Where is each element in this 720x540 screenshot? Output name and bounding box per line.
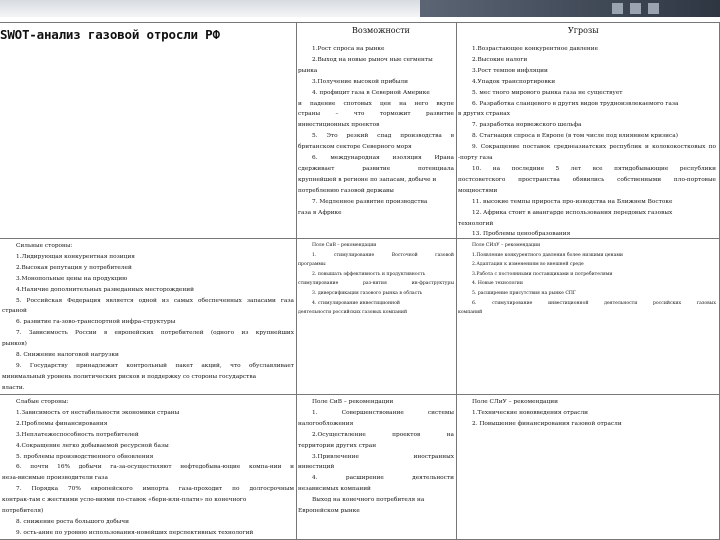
page-title: SWOT-анализ газовой отросли РФ bbox=[0, 27, 220, 42]
so-line: 1. стимулирование Восточной газовой bbox=[312, 252, 454, 258]
wt-line: Поле СЛиУ – рекомендации bbox=[472, 399, 558, 405]
weaknesses-line: 1.Зависимость от нестабильности экономики страны bbox=[16, 409, 180, 416]
opportunities-line: британском секторе Северного моря bbox=[298, 144, 412, 151]
threats-line: 11. высокие темпы прироста про-изводства на Ближнем Востоке bbox=[472, 198, 673, 205]
opportunities-line: рынка bbox=[298, 67, 318, 74]
threats-cell bbox=[458, 44, 716, 240]
so-line: Поле СиВ – рекомендации bbox=[312, 243, 377, 248]
threats-line: в других странах bbox=[458, 111, 511, 118]
grid-line-top bbox=[0, 22, 720, 23]
strengths-cell bbox=[2, 241, 294, 394]
wo-line: Выход на конечного потребителя на bbox=[312, 497, 425, 504]
threats-line: 1.Возрастающее конкурентное давление bbox=[472, 46, 599, 52]
strengths-line: 2.Высокая репутация у потребителей bbox=[16, 264, 132, 271]
opportunities-line: 7. Медленное развитие производства bbox=[312, 198, 428, 205]
st-line: 1.Появление конкурентного давления более низкими ценами bbox=[472, 252, 623, 258]
threats-line: 6. Разработка сланцевого в других видов трудноизвлекаемого газа bbox=[472, 100, 679, 107]
st-line: Поле СИлУ – рекомендации bbox=[472, 243, 541, 248]
wo-line: налогообложения bbox=[298, 420, 354, 427]
threats-line: технологий bbox=[458, 220, 494, 227]
strengths-line: минимальный уровень политических рисков и поддержку со стороны государства bbox=[2, 373, 257, 380]
so-recommendations-cell bbox=[298, 241, 454, 318]
wo-line: 4. расширение деятельности bbox=[312, 475, 454, 482]
threats-line: 2.Высокие налоги bbox=[472, 56, 528, 63]
strengths-line: страной bbox=[2, 308, 27, 315]
threats-line: 4.Упадок транспортировки bbox=[472, 78, 556, 85]
wo-line: инвестиций bbox=[298, 464, 335, 471]
weaknesses-line: контрак-там с жесткими усло-виями по-ставок «бери-или-плати» по конечного bbox=[2, 497, 247, 504]
grid-line-col2 bbox=[456, 22, 457, 539]
st-line: 3.Работа с постоянными поставщиками и потребителями bbox=[472, 271, 613, 277]
st-line: 2.Адаптация к изменениям во внешней среде bbox=[472, 262, 584, 268]
strengths-line: 5. Российская Федерация является одной из самых обеспеченных запасами газа bbox=[16, 297, 294, 304]
weaknesses-line: Слабые стороны: bbox=[16, 399, 69, 405]
st-line: компаний bbox=[458, 310, 483, 316]
wo-line: Поле СиВ – рекомендации bbox=[312, 399, 394, 405]
weaknesses-line: 6. почти 16% добычи га-за-осуществляют нефтедобыва-ющие компа-нии и bbox=[16, 464, 294, 471]
weaknesses-cell bbox=[2, 397, 294, 539]
slide-top-bar bbox=[0, 0, 720, 17]
weaknesses-line: 2.Проблемы финансирования bbox=[16, 420, 108, 427]
opportunities-line: 3.Получение высокой прибыли bbox=[312, 78, 408, 85]
opportunities-line: 4. профицит газа в Северной Америке bbox=[312, 89, 430, 96]
strengths-line: 8. Снижение налоговой нагрузки bbox=[16, 352, 119, 359]
weaknesses-line: 3.Неплатежеспособность потребителей bbox=[16, 431, 139, 438]
strengths-line: власти. bbox=[2, 384, 25, 391]
opportunities-line: крупнейшей в регионе по запасам, добыче и bbox=[298, 176, 437, 183]
strengths-line: 7. Зависимость России в европейских потребителей (одного из крупнейших bbox=[16, 330, 294, 337]
wo-line: Европейском рынке bbox=[298, 508, 360, 515]
wt-line: 2. Повышение финансирования газовой отрасли bbox=[472, 420, 622, 427]
opportunities-line: сдерживает развитие потенциала bbox=[298, 165, 454, 172]
wt-line: 1.Технические нововведения отрасли bbox=[472, 409, 589, 416]
strengths-line: 1.Лидирующая конкурентная позиция bbox=[16, 253, 135, 260]
st-line: 5. расширение присутствия на рынке СПГ bbox=[472, 290, 576, 296]
top-bar-square-2 bbox=[630, 3, 641, 14]
threats-line: 8. Стагнация спроса в Европе (в том числе под влиянием кризиса) bbox=[472, 133, 678, 140]
opportunities-line: и падение спотовых цен на него вкупе bbox=[298, 100, 454, 107]
threats-line: 13. Проблемы ценообразования bbox=[472, 231, 571, 238]
weaknesses-line: 4.Сокращение легко добываемой ресурсной базы bbox=[16, 442, 169, 449]
opportunities-line: 2.Выход на новые рыноч ные сегменты bbox=[312, 56, 433, 63]
so-line: 3. диверсификация газового рынка в область bbox=[312, 290, 423, 296]
threats-line: 10. на последние 5 лет все пятидобывающие республики bbox=[472, 165, 716, 172]
grid-line-weaknesses bbox=[0, 394, 720, 395]
st-line: 6. стимулирование инвестиционной деятельности российских газовых bbox=[472, 300, 716, 306]
opportunities-line: потреблению газовой державы bbox=[298, 187, 394, 194]
strengths-line: 6. развитие га-зово-транспортной инфра-структуры bbox=[16, 319, 176, 326]
strengths-line: 4.Наличие дополнительных разведанных месторождений bbox=[16, 286, 194, 293]
strengths-line: 3.Монопольные цены на продукцию bbox=[16, 275, 128, 282]
so-line: 2. повышать эффективность и продуктивность bbox=[312, 271, 426, 277]
so-line: программы bbox=[298, 262, 326, 268]
weaknesses-line: 7. Порядка 70% европейского импорта газа-проходит по долгосрочным bbox=[16, 486, 294, 493]
top-bar-square-3 bbox=[648, 3, 659, 14]
opportunities-line: инвестиционных проектов bbox=[298, 122, 380, 129]
weaknesses-line: потребителя) bbox=[2, 508, 44, 515]
top-bar-dark-band bbox=[420, 0, 720, 17]
threats-line: -порту газа bbox=[458, 155, 493, 162]
opportunities-line: 1.Рост спроса на рынке bbox=[312, 46, 385, 52]
wo-recommendations-cell bbox=[298, 397, 454, 517]
strengths-line: Сильные стороны: bbox=[16, 243, 73, 249]
st-recommendations-cell bbox=[458, 241, 716, 318]
opportunities-line: газа в Африке bbox=[298, 209, 342, 216]
header-threats: Угрозы bbox=[568, 26, 599, 35]
weaknesses-line: 8. снижение роста большого добычи bbox=[16, 518, 129, 525]
opportunities-cell bbox=[298, 44, 454, 219]
so-line: стимулирование раз-вития ин-фраструктуры bbox=[298, 281, 454, 287]
wo-line: независимых компаний bbox=[298, 486, 371, 493]
strengths-line: рынков) bbox=[2, 341, 27, 348]
strengths-line: 9. Государству принадлежит контрольный пакет акций, что обуславливает bbox=[16, 362, 294, 369]
wo-line: 3.Привлечение иностранных bbox=[312, 453, 454, 460]
so-line: 4. стимулирование инвестиционной bbox=[312, 300, 400, 306]
top-bar-square-1 bbox=[612, 3, 623, 14]
threats-line: 12. Африка стоит в авангарде использования передовых газовых bbox=[472, 209, 673, 216]
wo-line: 2.Осуществление проектов на bbox=[312, 431, 454, 438]
opportunities-line: 5. Это резкий спад производства в bbox=[312, 133, 454, 140]
opportunities-line: 6. международная изоляция Ирана bbox=[312, 155, 454, 162]
threats-line: мощностями bbox=[458, 187, 498, 194]
wo-line: территории других стран bbox=[298, 442, 377, 449]
wo-line: 1. Совершенствование системы bbox=[312, 409, 454, 416]
threats-line: 9. Сокращение поставок среднеазиатских республик и колококостковых по bbox=[472, 144, 716, 151]
threats-line: 7. разработка норвежского шельфа bbox=[472, 122, 582, 129]
st-line: 4. Новые технологии bbox=[472, 281, 523, 287]
so-line: деятельности российских газовых компаний bbox=[298, 310, 408, 316]
opportunities-line: страны – что торможит развитие bbox=[298, 111, 454, 118]
threats-line: постсоветского пространства обявились собственными пло-портовые bbox=[458, 176, 716, 183]
weaknesses-line: неза-висимые производители газа bbox=[2, 475, 108, 482]
wt-recommendations-cell bbox=[458, 397, 716, 430]
grid-line-col1 bbox=[296, 22, 297, 539]
threats-line: 3.Рост темпов инфляции bbox=[472, 67, 548, 74]
weaknesses-line: 9. ость-ание по уровню использования-новейших перспективных технологий bbox=[16, 529, 254, 536]
weaknesses-line: 5. проблемы производственного обновления bbox=[16, 453, 154, 460]
threats-line: 5. мес тного мирового рынка газа не существует bbox=[472, 89, 623, 96]
header-opportunities: Возможности bbox=[352, 26, 410, 35]
